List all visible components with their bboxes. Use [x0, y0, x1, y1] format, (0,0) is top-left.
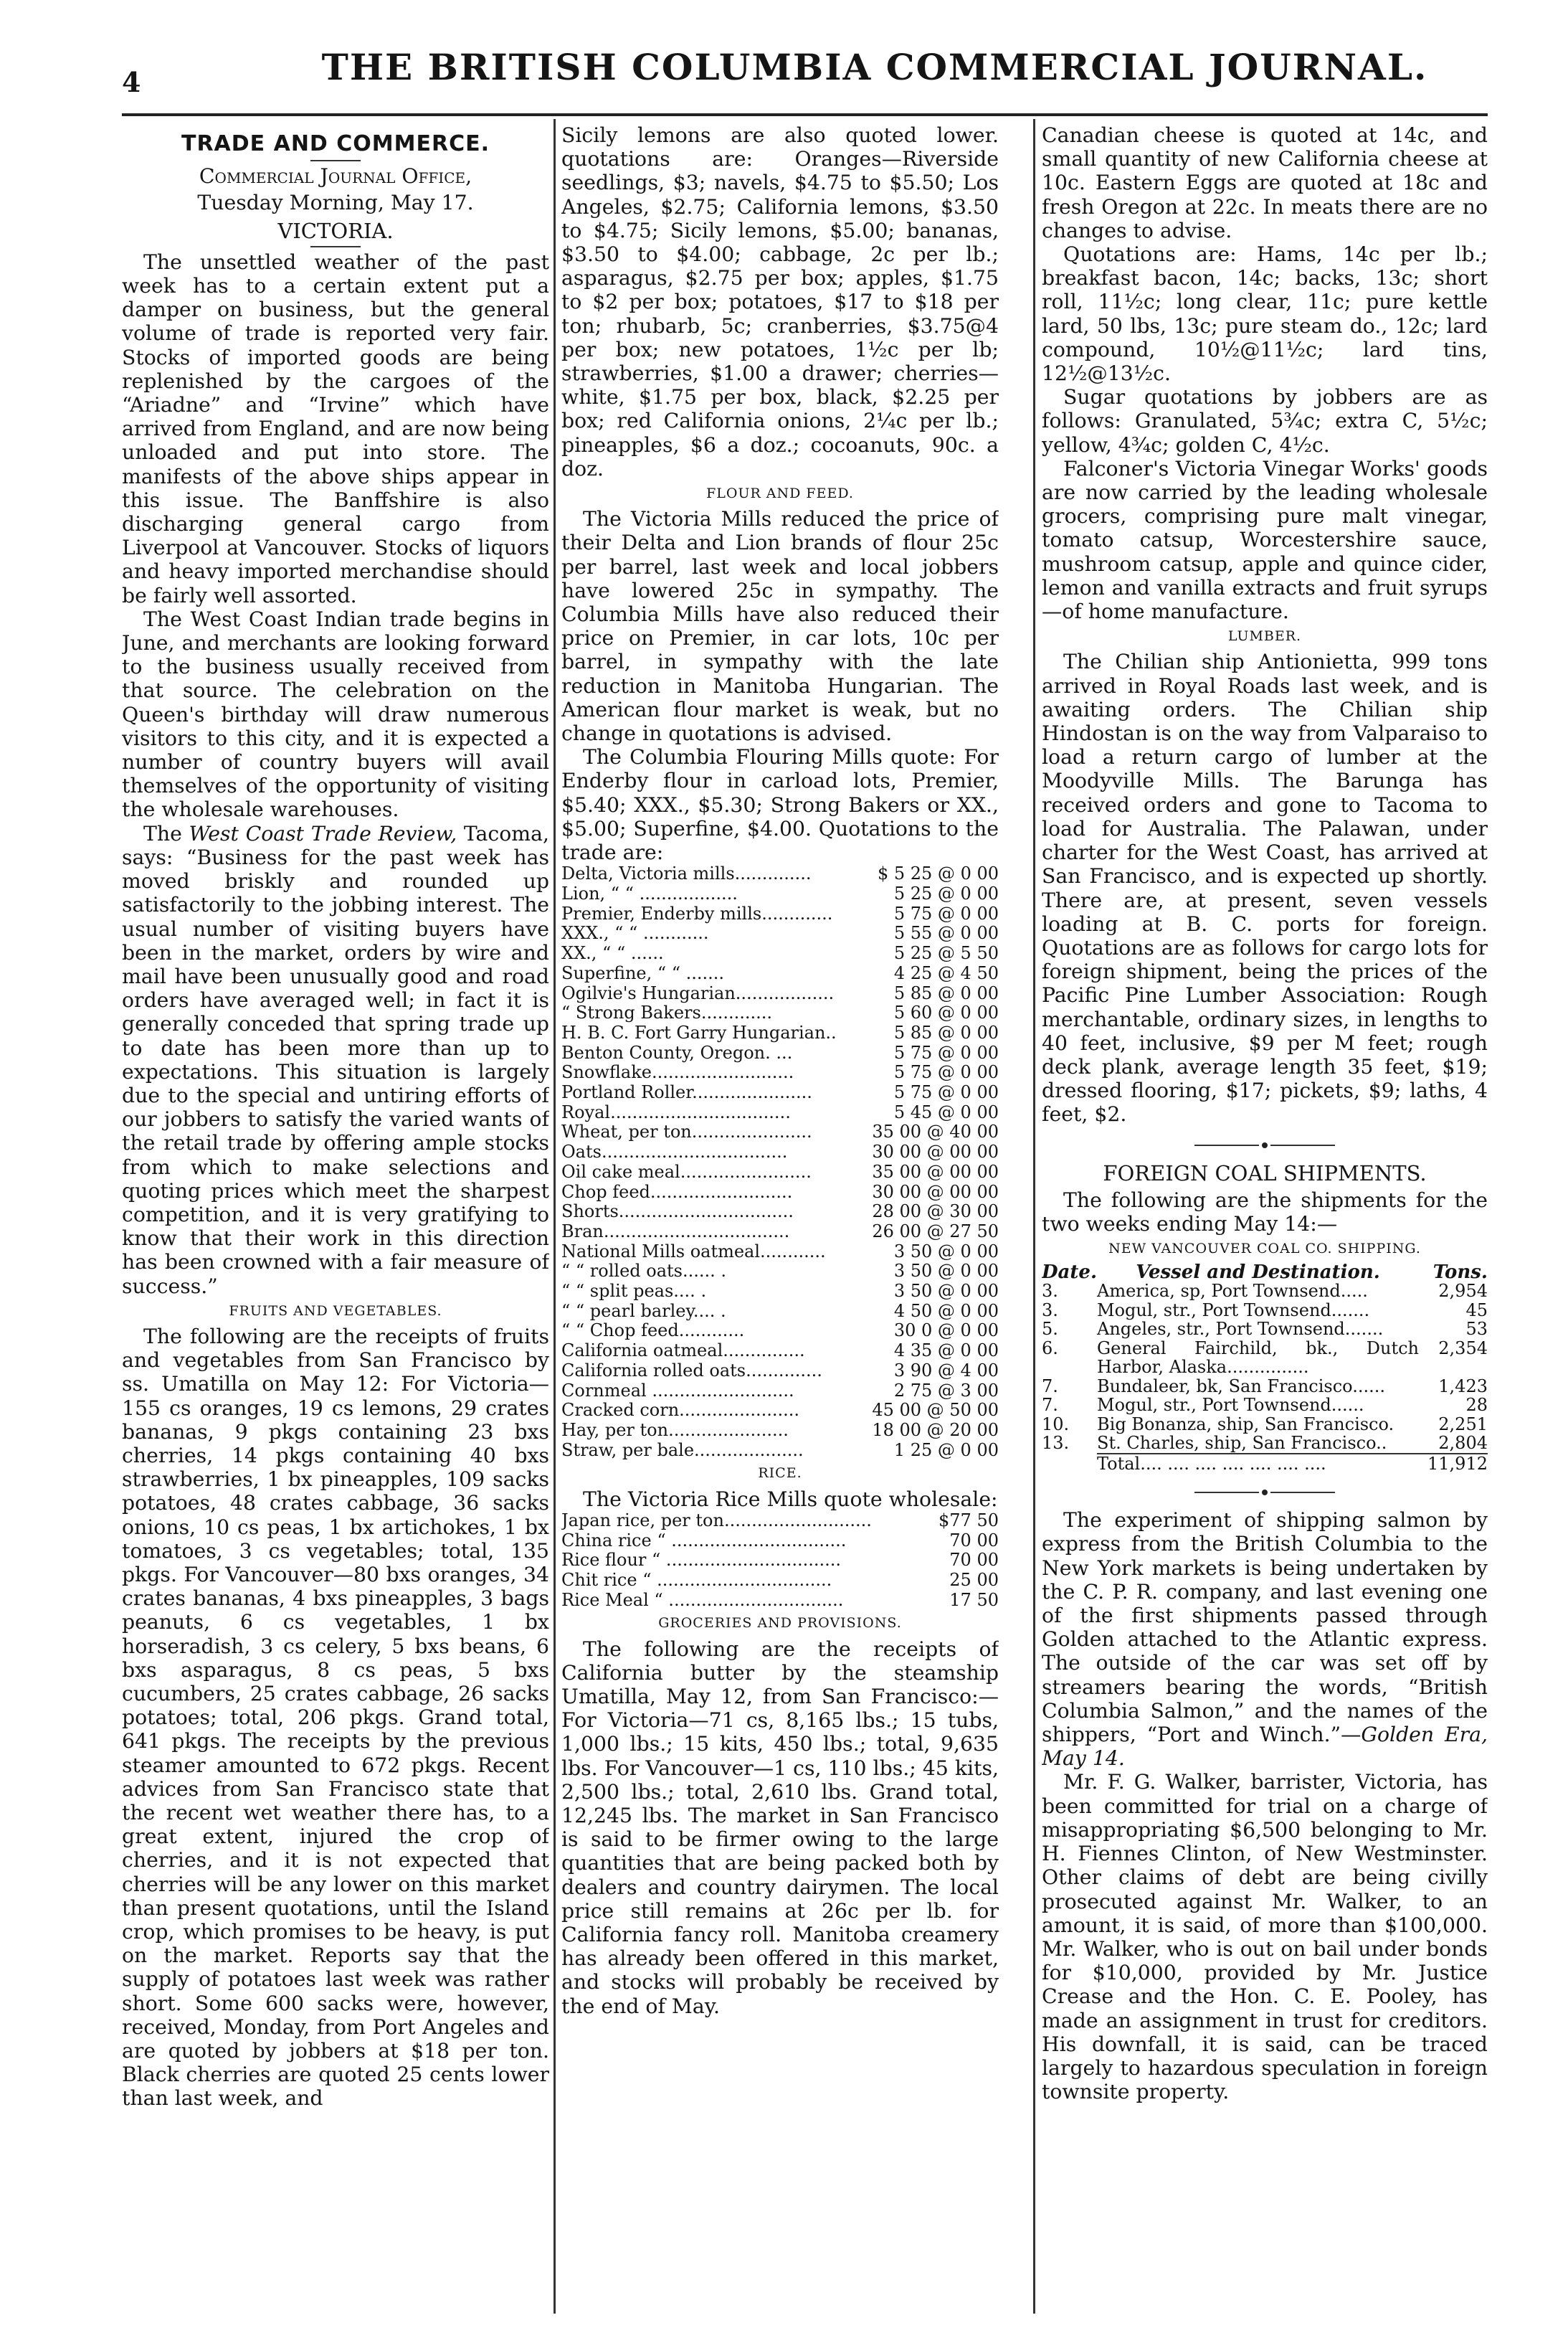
item-cell: XX., “ “ ...... — [561, 943, 664, 964]
item-cell: XXX., “ “ ............ — [561, 923, 709, 944]
date-cell: 7. — [1042, 1395, 1058, 1416]
column-divider — [553, 119, 556, 2314]
total-value: 11,912 — [1419, 1454, 1488, 1474]
header-rule — [122, 113, 1488, 116]
table-row — [561, 1043, 999, 1064]
total-label: Total.... .... .... .... .... .... .... — [1097, 1454, 1419, 1474]
table-row — [561, 964, 999, 984]
item-cell: Bran.................................. — [561, 1221, 790, 1241]
price-cell: 5 25 @ 5 50 — [893, 943, 999, 964]
dateline: Tuesday Morning, May 17. — [197, 191, 474, 215]
price-cell: $77 50 — [939, 1510, 999, 1530]
price-cell: 35 00 @ 00 00 — [872, 1161, 999, 1182]
subheading: GROCERIES AND PROVISIONS. — [658, 1615, 902, 1632]
table-row — [1042, 1377, 1488, 1396]
paragraph: Quotations are: Hams, 14c per lb.; breakfast bacon, 14c; backs, 13c; short roll, 11½c; long clear, 11c; pure kettle lard, 50 lbs, 13c; pure steam do., 12c; lard compound, 10½@11½c; lard tins, 12½@13½c. — [1042, 242, 1488, 386]
price-cell: 3 50 @ 0 00 — [893, 1281, 999, 1302]
table-row — [561, 1202, 999, 1222]
item-cell: Wheat, per ton...................... — [561, 1122, 812, 1142]
item-cell: California oatmeal............... — [561, 1340, 805, 1361]
tons-cell: 1,423 — [1438, 1376, 1488, 1396]
price-cell: 5 85 @ 0 00 — [893, 1022, 999, 1043]
subheading: LUMBER. — [1227, 628, 1302, 645]
item-cell: California rolled oats.............. — [561, 1360, 822, 1381]
price-cell: 1 25 @ 0 00 — [893, 1439, 999, 1460]
ornamental-rule — [1042, 1132, 1488, 1156]
date-cell: 6. — [1042, 1338, 1058, 1358]
price-cell: 4 50 @ 0 00 — [893, 1300, 999, 1321]
table-row — [1042, 1339, 1488, 1377]
paragraph — [122, 822, 549, 1298]
price-cell: 5 25 @ 0 00 — [893, 884, 999, 904]
price-cell: 5 75 @ 0 00 — [893, 1082, 999, 1103]
paragraph: The West Coast Indian trade begins in June, and merchants are looking forward to the business usually received from that source. The celebration on the Queen's birthday will draw numerous visitors to this city, and it is expected a number of country buyers will avail themselves of the opportunity of visiting the wholesale warehouses. — [122, 607, 549, 822]
item-cell: “ “ split peas.... . — [561, 1281, 707, 1302]
table-row — [561, 1361, 999, 1381]
table-row — [561, 1122, 999, 1142]
vessel-cell: Mogul, str., Port Townsend....... — [1097, 1300, 1370, 1320]
text: The experiment of shipping salmon by express from the British Columbia to the New York markets is being undertaken by the C. P. R. company, and last evening one of the first shipments passed through Golden attached to the Atlantic express. The outside of the car was set off by streamers bearing the words, “British Columbia Salmon,” and the names of the shippers, “Port and Winch.”— — [1042, 1508, 1488, 1747]
table-row — [561, 1063, 999, 1083]
table-row — [561, 1261, 999, 1282]
price-cell: 25 00 — [949, 1569, 999, 1590]
item-cell: China rice “ ................................ — [561, 1530, 847, 1551]
date-cell: 5. — [1042, 1319, 1058, 1340]
publication-name: West Coast Trade Review, — [189, 821, 457, 846]
table-row — [561, 1341, 999, 1361]
rice-price-table — [561, 1511, 999, 1611]
table-row — [561, 1222, 999, 1242]
paragraph: The unsettled weather of the past week has to a certain extent put a damper on business, but the general volume of trade is reported very fair. Stocks of imported goods are being replenished by the cargoes of the “Ariadne” and “Irvine” which have arrived from England, and are now being unloaded and put into store. The manifests of the above ships appear in this issue. The Banffshire is also discharging general cargo from Liverpool at Vancouver. Stocks of liquors and heavy imported merchandise should be fairly well assorted. — [122, 250, 549, 607]
date-cell: 3. — [1042, 1300, 1058, 1320]
table-row — [561, 884, 999, 904]
item-cell: “ “ Chop feed............ — [561, 1320, 745, 1341]
paragraph: Sugar quotations by jobbers are as follows: Granulated, 5¾c; extra C, 5½c; yellow, 4¾c; golden C, 4½c. — [1042, 385, 1488, 457]
item-cell: Japan rice, per ton........................... — [561, 1510, 872, 1530]
tons-cell: 53 — [1465, 1319, 1488, 1340]
column-header: Vessel and Destination. — [1136, 1261, 1380, 1283]
price-cell: 5 60 @ 0 00 — [893, 1003, 999, 1023]
masthead: THE BRITISH COLUMBIA COMMERCIAL JOURNAL. — [321, 46, 1428, 88]
paragraph: Mr. F. G. Walker, barrister, Victoria, has been committed for trial on a charge of misappropriating $6,500 belonging to Mr. H. Fiennes Clinton, of New Westminster. Other claims of debt are being civilly prosecuted against Mr. Walker, to an amount, it is said, of more than $100,000. Mr. Walker, who is out on bail under bonds for $10,000, provided by Mr. Justice Crease and the Hon. C. E. Pooley, has made an assignment in trust for creditors. His downfall, it is said, can be traced largely to hazardous speculation in foreign townsite property. — [1042, 1770, 1488, 2104]
table-row — [561, 1163, 999, 1183]
paragraph: Canadian cheese is quoted at 14c, and small quantity of new California cheese at 10c. Eastern Eggs are quoted at 18c and fresh Oregon at 22c. In meats there are no changes to advise. — [1042, 123, 1488, 242]
vessel-cell: St. Charles, ship, San Francisco.. — [1097, 1433, 1387, 1454]
table-row — [561, 1571, 999, 1591]
price-cell: 2 75 @ 3 00 — [893, 1380, 999, 1401]
subheading: FLOUR AND FEED. — [706, 486, 854, 502]
table-row — [561, 944, 999, 964]
subheading: RICE. — [758, 1465, 802, 1482]
price-cell: 5 75 @ 0 00 — [893, 1062, 999, 1083]
separator — [310, 160, 361, 161]
item-cell: Delta, Victoria mills.............. — [561, 863, 812, 884]
table-row — [561, 1023, 999, 1043]
item-cell: Hay, per ton...................... — [561, 1419, 789, 1440]
price-cell: 5 45 @ 0 00 — [893, 1102, 999, 1122]
column-header: Date. — [1042, 1261, 1097, 1283]
column-2 — [561, 123, 999, 2318]
vessel-cell: Big Bonanza, ship, San Francisco. — [1097, 1414, 1394, 1434]
table-row — [561, 904, 999, 924]
separator — [310, 246, 361, 247]
paragraph: The Columbia Flouring Mills quote: For Enderby flour in carload lots, Premier, $5.40; XXX., $5.30; Strong Bakers or XX., $5.00; Superfine, $4.00. Quotations to the trade are: — [561, 745, 999, 865]
table-row — [561, 1401, 999, 1421]
paragraph: The Chilian ship Antionietta, 999 tons arrived in Royal Roads last week, and is awaiting orders. The Chilian ship Hindostan is on the way from Valparaiso to load a return cargo of lumber at the Moodyville Mills. The Barunga has received orders and gone to Tacoma to load for Australia. The Palawan, under charter for the West Coast, has arrived at San Francisco, and is expected up shortly. There are, at present, seven vessels loading at B. C. ports for foreign. Quotations are as follows for cargo lots for foreign shipment, being the prices of the Pacific Pine Lumber Association: Rough merchantable, ordinary sizes, in lengths to 40 feet, inclusive, $9 per M feet; rough deck plank, average length 35 feet, $19; dressed flooring, $17; pickets, $9; laths, 4 feet, $2. — [1042, 650, 1488, 1127]
paragraph — [1042, 1508, 1488, 1770]
date-cell: 3. — [1042, 1281, 1058, 1302]
date-cell: 13. — [1042, 1433, 1070, 1454]
table-row — [1042, 1282, 1488, 1301]
table-row — [561, 1381, 999, 1401]
tons-cell: 2,354 — [1438, 1338, 1488, 1358]
paragraph: Sicily lemons are also quoted lower. quotations are: Oranges—Riverside seedlings, $3; navels, $4.75 to $5.50; Los Angeles, $2.75; California lemons, $3.50 to $4.75; Sicily lemons, $5.00; bananas, $3.50 to $4.00; cabbage, 2c per lb.; asparagus, $2.75 per box; apples, $1.75 to $2 per box; potatoes, $17 to $18 per ton; rhubarb, 5c; cranberries, $3.75@4 per box; new potatoes, 1½c per lb; strawberries, $1.00 a drawer; cherries—white, $1.75 per box, black, $2.25 per box; red California onions, 2¼c per lb.; pineapples, $6 a doz.; cocoanuts, 90c. a doz. — [561, 123, 999, 481]
item-cell: Premier, Enderby mills............. — [561, 903, 833, 924]
price-cell: 17 50 — [949, 1589, 999, 1610]
column-3 — [1042, 123, 1488, 2318]
price-cell: 28 00 @ 30 00 — [872, 1201, 999, 1222]
tons-cell: 45 — [1465, 1300, 1488, 1320]
place-heading: VICTORIA. — [277, 218, 394, 243]
item-cell: Royal................................. — [561, 1102, 791, 1122]
office-line: Commercial Journal Office, — [199, 164, 472, 189]
table-row — [561, 1591, 999, 1611]
date-cell: 7. — [1042, 1376, 1058, 1396]
price-cell: 5 55 @ 0 00 — [893, 923, 999, 944]
section-title: TRADE AND COMMERCE. — [181, 131, 490, 156]
flour-price-table — [561, 864, 999, 1460]
table-row — [561, 1103, 999, 1123]
price-cell: 26 00 @ 27 50 — [872, 1221, 999, 1241]
paragraph: The Victoria Rice Mills quote wholesale: — [583, 1487, 998, 1511]
price-cell: 35 00 @ 40 00 — [872, 1122, 999, 1142]
price-cell: 4 25 @ 4 50 — [893, 962, 999, 983]
text: The — [143, 821, 189, 846]
price-cell: 5 75 @ 0 00 — [893, 1042, 999, 1063]
table-row — [1042, 1320, 1488, 1339]
table-row — [561, 1551, 999, 1571]
table-row — [561, 924, 999, 944]
column-header: Tons. — [1432, 1261, 1488, 1283]
table-row — [1042, 1434, 1488, 1454]
vessel-cell: Mogul, str., Port Townsend...... — [1097, 1395, 1364, 1416]
item-cell: Portland Roller...................... — [561, 1082, 812, 1103]
table-row — [561, 1302, 999, 1322]
item-cell: “ “ pearl barley.... . — [561, 1300, 726, 1321]
tons-cell: 28 — [1465, 1395, 1488, 1416]
item-cell: National Mills oatmeal............ — [561, 1241, 826, 1261]
paragraph: The Victoria Mills reduced the price of their Delta and Lion brands of flour 25c per barrel, last week and local jobbers have lowered 25c in sympathy. The Columbia Mills have also reduced their price on Premier, in car lots, 10c per barrel, in sympathy with the late reduction in Manitoba Hungarian. The American flour market is weak, but no change in quotations is advised. — [561, 507, 999, 746]
paragraph: The following are the shipments for the two weeks ending May 14:— — [1042, 1188, 1488, 1236]
ornamental-rule — [1042, 1479, 1488, 1502]
table-row — [561, 1421, 999, 1441]
paragraph: The following are the receipts of California butter by the steamship Umatilla, May 12, from San Francisco:—For Victoria—71 cs, 8,165 lbs.; 15 tubs, 1,000 lbs.; 15 kits, 450 lbs.; total, 9,635 lbs. For Vancouver—1 cs, 110 lbs.; 45 kits, 2,500 lbs.; total, 2,610 lbs. Grand total, 12,245 lbs. The market in San Francisco is said to be firmer owing to the large quantities that are being packed both by dealers and country dairymen. The local price still remains at 26c per lb. for California fancy roll. Manitoba creamery has already been offered in this market, and stocks will probably be received by the end of May. — [561, 1637, 999, 2018]
table-row — [561, 1142, 999, 1163]
table-row — [561, 1003, 999, 1023]
paragraph: The following are the receipts of fruits and vegetables from San Francisco by ss. Umatilla on May 12: For Victoria—155 cs oranges, 19 cs lemons, 29 crates bananas, 9 pkgs containing 23 bxs cherries, 14 pkgs containing 40 bxs strawberries, 1 bx pineapples, 109 sacks potatoes, 48 crates cabbage, 36 sacks onions, 10 cs peas, 1 bx artichokes, 1 bx tomatoes, 3 cs vegetables; total, 135 pkgs. For Vancouver—80 bxs oranges, 34 crates bananas, 4 bxs pineapples, 3 bags peanuts, 6 cs vegetables, 1 bx horseradish, 3 cs celery, 5 bxs beans, 6 bxs asparagus, 8 cs peas, 5 bxs cucumbers, 25 crates cabbage, 26 sacks potatoes; total, 206 pkgs. Grand total, 641 pkgs. The receipts by the previous steamer amounted to 672 pkgs. Recent advices from San Francisco state that the recent wet weather there has, to a great extent, injured the crop of cherries, and it is not expected that cherries will be any lower on this market than present quotations, until the Island crop, which promises to be heavy, is put on the market. Reports say that the supply of potatoes last week was rather short. Some 600 sacks were, however, received, Monday, from Port Angeles and are quoted by jobbers at $18 per ton. Black cherries are quoted 25 cents lower than last week, and — [122, 1324, 549, 2111]
item-cell: Shorts................................ — [561, 1201, 794, 1222]
price-cell: 4 35 @ 0 00 — [893, 1340, 999, 1361]
item-cell: Oats.................................. — [561, 1142, 788, 1163]
table-row — [561, 1531, 999, 1551]
price-cell: 5 75 @ 0 00 — [893, 903, 999, 924]
price-cell: 18 00 @ 20 00 — [872, 1419, 999, 1440]
table-row — [1042, 1415, 1488, 1434]
price-cell: 70 00 — [949, 1530, 999, 1551]
vessel-cell: America, sp, Port Townsend..... — [1097, 1281, 1368, 1302]
item-cell: Oil cake meal........................ — [561, 1161, 812, 1182]
column-1 — [122, 123, 549, 2318]
table-row — [561, 1242, 999, 1262]
table-row — [1042, 1301, 1488, 1320]
table-row — [561, 1441, 999, 1461]
table-row — [561, 984, 999, 1004]
vessel-cell: Angeles, str., Port Townsend....... — [1097, 1319, 1384, 1340]
item-cell: Benton County, Oregon. ... — [561, 1042, 793, 1063]
tons-cell: 2,251 — [1438, 1414, 1488, 1434]
price-cell: 45 00 @ 50 00 — [872, 1400, 999, 1421]
price-cell: 30 0 @ 0 00 — [893, 1320, 999, 1341]
item-cell: Chit rice “ ................................ — [561, 1569, 832, 1590]
text: Tacoma, says: “Business for the past week has moved briskly and rounded up satisfactorily to the jobbing interest. The usual number of visiting buyers have been in the market, orders by wire and mail have been unusually good and road orders have averaged well; in fact it is generally conceded that spring trade up to date has been more than up to expectations. This situation is largely due to the special and untiring efforts of our jobbers to satisfy the varied wants of the retail trade by offering ample stocks from which to make selections and quoting prices which meet the sharpest competition, and it is very gratifying to know that their work in this direction has been crowned with a fair measure of success.” — [122, 821, 549, 1298]
item-cell: Rice flour “ ................................ — [561, 1550, 842, 1571]
price-cell: 3 50 @ 0 00 — [893, 1261, 999, 1282]
subheading: FRUITS AND VEGETABLES. — [229, 1302, 442, 1319]
item-cell: Chop feed.......................... — [561, 1181, 793, 1202]
source-citation: Golden Era, May 14. — [1042, 1723, 1488, 1771]
price-cell: 3 90 @ 4 00 — [893, 1360, 999, 1381]
tons-cell: 2,954 — [1438, 1281, 1488, 1302]
column-divider — [1033, 119, 1035, 2314]
item-cell: Cracked corn...................... — [561, 1400, 799, 1421]
item-cell: “ “ rolled oats...... . — [561, 1261, 727, 1282]
item-cell: Superfine, “ “ ....... — [561, 962, 725, 983]
paragraph: Falconer's Victoria Vinegar Works' goods are now carried by the leading wholesale grocers, comprising pure malt vinegar, tomato catsup, Worcestershire sauce, mushroom catsup, apple and quince cider, lemon and vanilla extracts and fruit syrups—of home manufacture. — [1042, 456, 1488, 624]
subheading: NEW VANCOUVER COAL CO. SHIPPING. — [1108, 1241, 1421, 1257]
section-heading: FOREIGN COAL SHIPMENTS. — [1103, 1160, 1427, 1185]
item-cell: “ Strong Bakers............. — [561, 1003, 773, 1023]
item-cell: Rice Meal “ ................................ — [561, 1589, 844, 1610]
table-row — [561, 1511, 999, 1531]
price-cell: 70 00 — [949, 1550, 999, 1571]
vessel-cell: General Fairchild, bk., Dutch Harbor, Alaska............... — [1097, 1338, 1419, 1378]
tons-cell: 2,804 — [1438, 1433, 1488, 1454]
item-cell: Straw, per bale.................... — [561, 1439, 804, 1460]
vessel-cell: Bundaleer, bk, San Francisco...... — [1097, 1376, 1385, 1396]
price-cell: 5 85 @ 0 00 — [893, 983, 999, 1003]
item-cell: Cornmeal .......................... — [561, 1380, 794, 1401]
table-row — [561, 864, 999, 884]
price-cell: 3 50 @ 0 00 — [893, 1241, 999, 1261]
price-cell: 30 00 @ 00 00 — [872, 1181, 999, 1202]
item-cell: H. B. C. Fort Garry Hungarian.. — [561, 1022, 837, 1043]
coal-shipments-table — [1042, 1263, 1488, 1474]
table-row — [1042, 1396, 1488, 1415]
price-cell: 30 00 @ 00 00 — [872, 1142, 999, 1163]
page-number: 4 — [122, 66, 141, 98]
total-row — [1042, 1454, 1488, 1474]
table-header-row — [1042, 1263, 1488, 1282]
table-row — [561, 1282, 999, 1302]
item-cell: Lion, “ “ .................. — [561, 884, 738, 904]
table-row — [561, 1183, 999, 1203]
item-cell: Snowflake.......................... — [561, 1062, 794, 1083]
date-cell: 10. — [1042, 1414, 1070, 1434]
item-cell: Ogilvie's Hungarian.................. — [561, 983, 835, 1003]
table-row — [561, 1083, 999, 1103]
table-row — [561, 1321, 999, 1341]
price-cell: $ 5 25 @ 0 00 — [877, 863, 999, 884]
